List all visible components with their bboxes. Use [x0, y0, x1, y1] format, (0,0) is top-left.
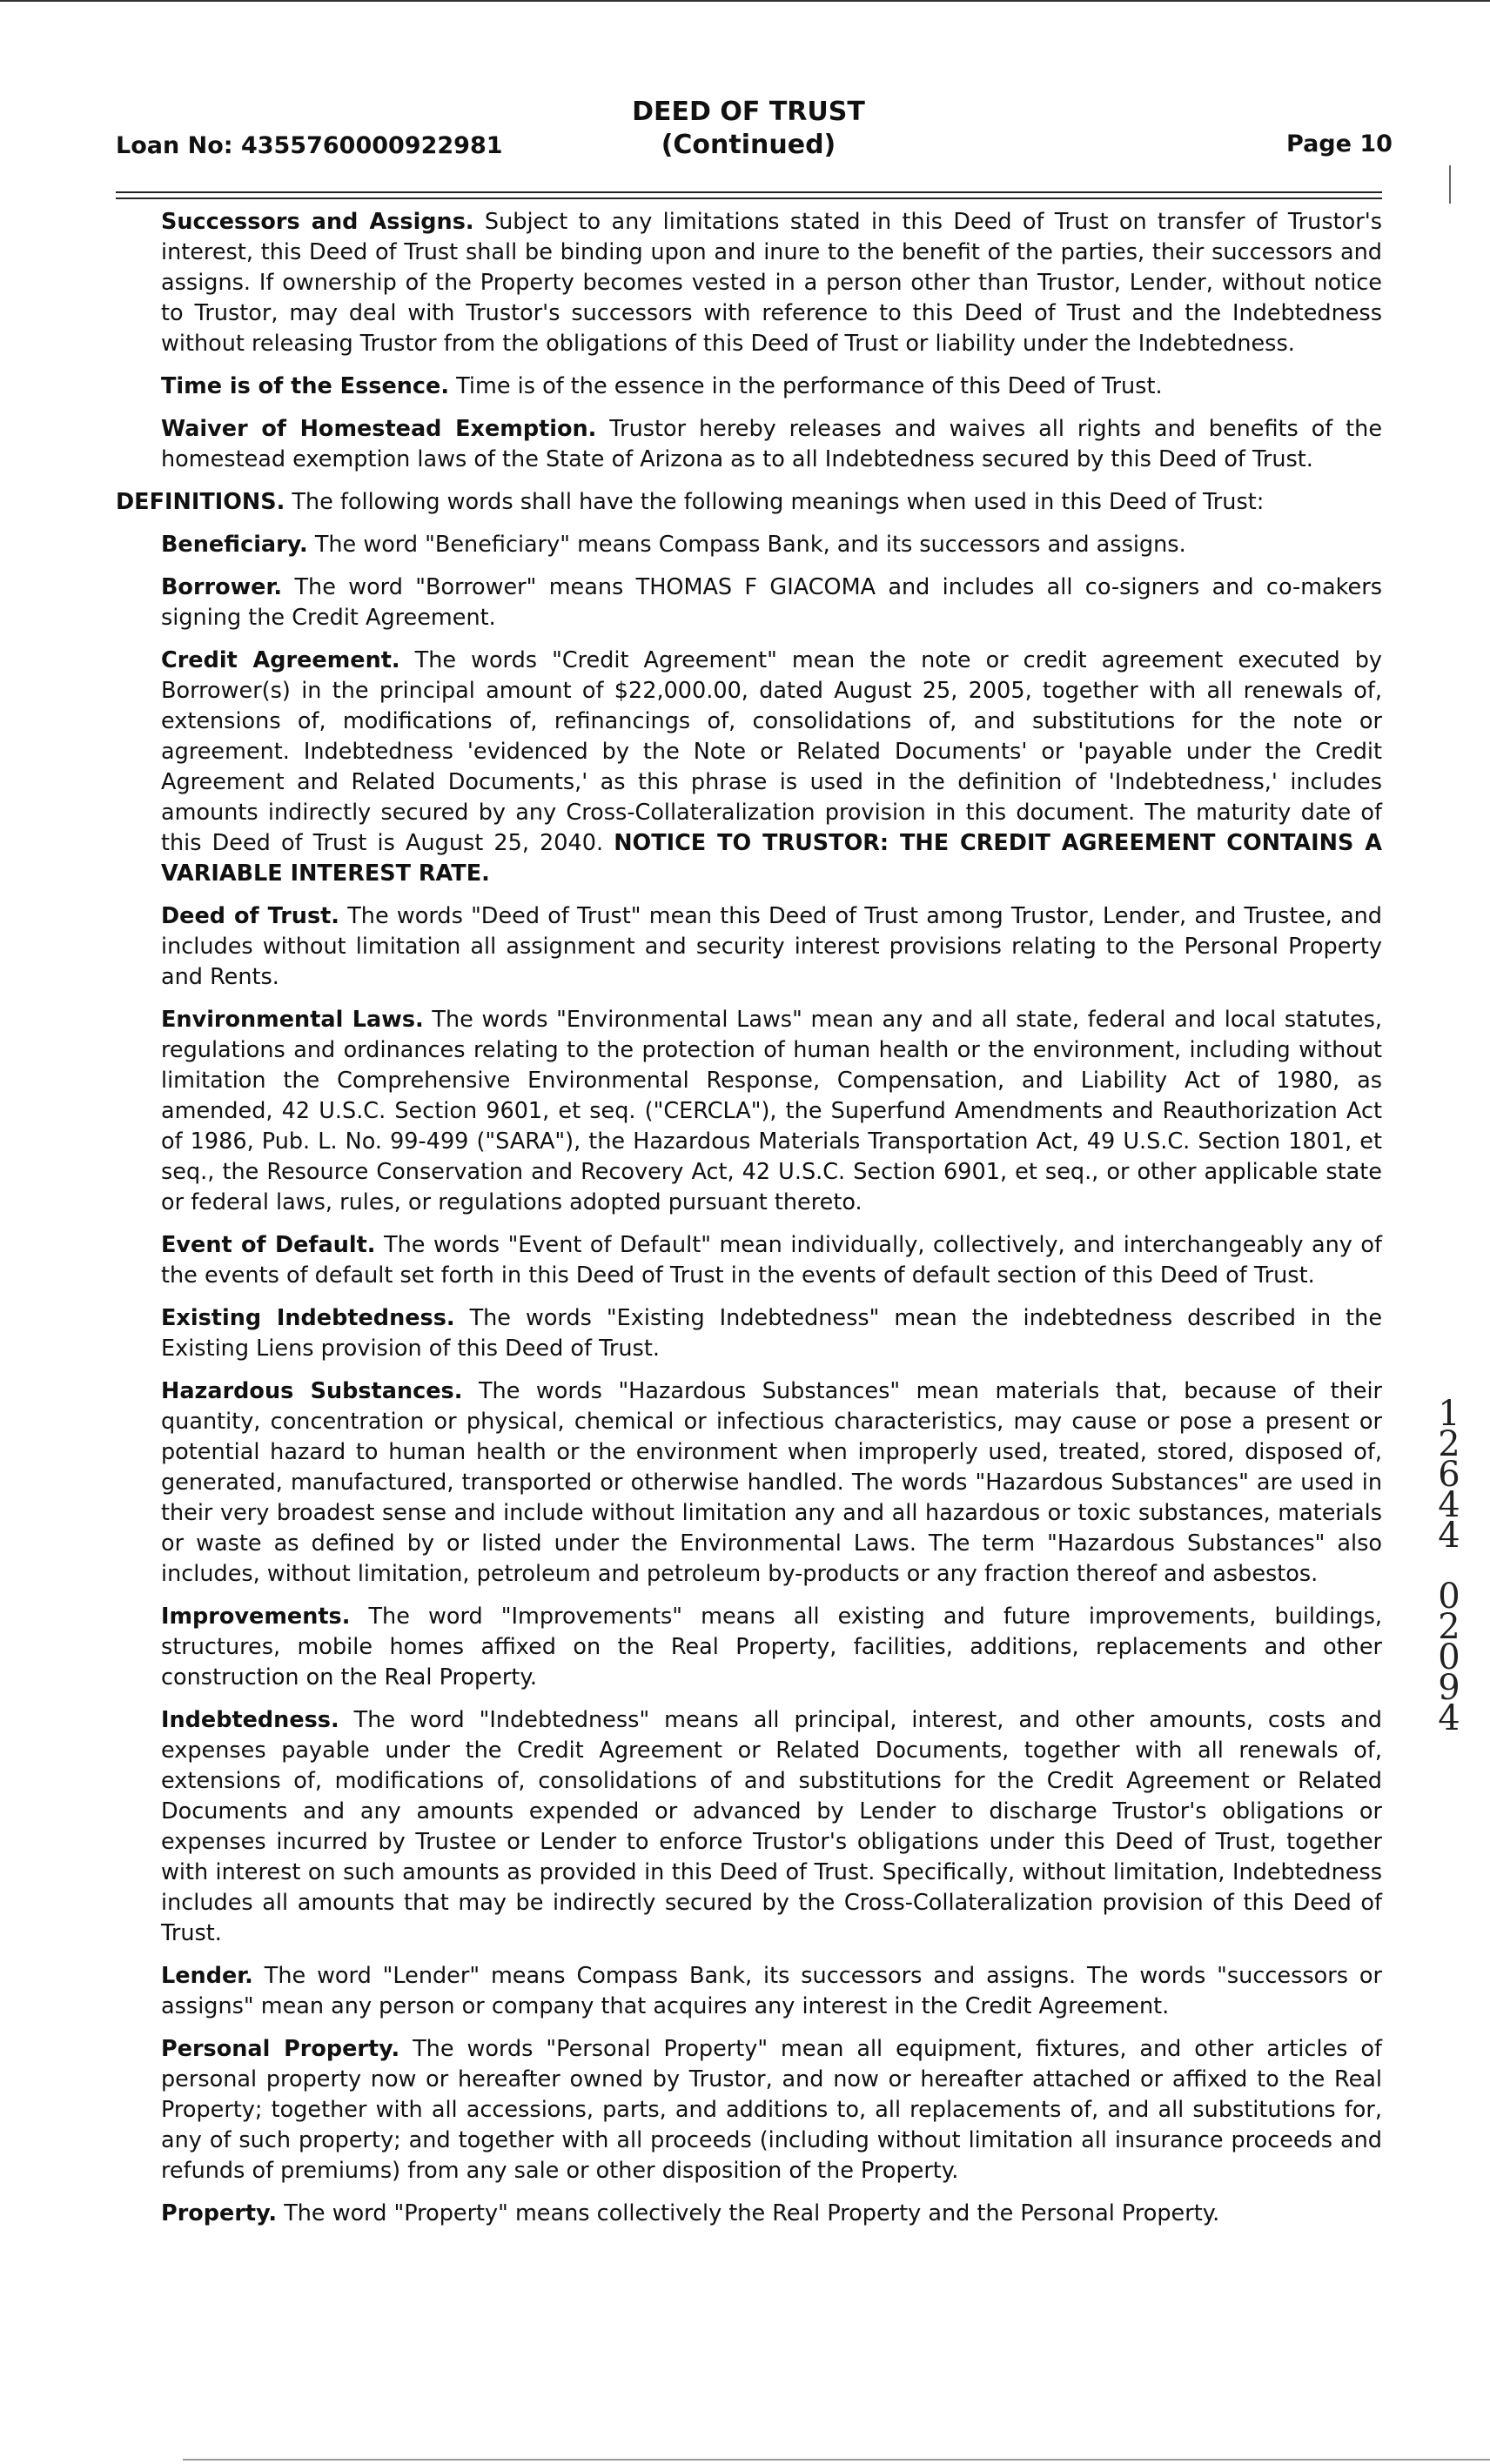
recording-stamp-char: 9 [1438, 1668, 1460, 1708]
section-text: Time is of the essence in the performance of this Deed of Trust. [456, 373, 1163, 399]
variable-rate-notice: NOTICE TO TRUSTOR: THE CREDIT AGREEMENT CONTAINS A VARIABLE INTEREST RATE. [161, 830, 1382, 887]
header-rule-top [116, 191, 1382, 193]
recording-stamp-char: 4 [1438, 1698, 1460, 1738]
definition-borrower [161, 572, 1382, 633]
definition-text: The word "Beneficiary" means Compass Bank, and its successors and assigns. [314, 532, 1186, 558]
definition-text: The words "Event of Default" mean individually, collectively, and interchangeably any of the events of default set forth in this Deed of Trust in the events of default section of this Deed of Trust. [161, 1232, 1382, 1289]
definition-environmental-laws [161, 1005, 1382, 1218]
recording-stamp-char: 6 [1438, 1455, 1460, 1495]
definition-credit-agreement [161, 646, 1382, 889]
document-title-block [609, 96, 888, 162]
definition-text: The word "Indebtedness" means all principal, interest, and other amounts, costs and expenses payable under the Credit Agreement or Related Documents, together with all renewals of, extensions of, modifications of, consolidations of and substitutions for the Credit Agreement or Related Documents and any amounts expended or advanced by Lender to discharge Trustor's obligations or expenses incurred by Trustee or Lender to enforce Trustor's obligations under this Deed of Trust, together with interest on such amounts as provided in this Deed of Trust. Specifically, without limitation, Indebtedness includes all amounts that may be indirectly secured by the Cross-Collateralization provision of this Deed of Trust. [161, 1707, 1382, 1946]
recording-stamp-char: 4 [1438, 1516, 1460, 1556]
definition-term: Borrower. [161, 574, 283, 600]
definition-text: The word "Improvements" means all existing and future improvements, buildings, structures, mobile homes affixed on the Real Property, facilities, additions, replacements and other construction on the Real Property. [161, 1604, 1382, 1691]
definition-personal-property [161, 2034, 1382, 2186]
section-time-essence [161, 372, 1382, 402]
definition-text: The word "Borrower" means THOMAS F GIACOMA and includes all co-signers and co-makers signing the Credit Agreement. [161, 574, 1382, 631]
section-term: Time is of the Essence. [161, 373, 450, 399]
definition-deed-of-trust [161, 901, 1382, 993]
recording-stamp [1427, 1394, 1471, 1738]
definition-term: Hazardous Substances. [161, 1378, 463, 1404]
definition-term: Credit Agreement. [161, 647, 400, 673]
loan-number: Loan No: 4355760000922981 [116, 132, 503, 159]
recording-stamp-char: 0 [1438, 1577, 1460, 1617]
definition-hazardous-substances [161, 1376, 1382, 1590]
definition-term: Event of Default. [161, 1232, 376, 1258]
definition-text: The words "Credit Agreement" mean the note or credit agreement executed by Borrower(s) in the principal amount of $22,000.00, dated August 25, 2005, together with all renewals of, extensions of, modifications of, refinancings of, consolidations of, and substitutions for the note or agreement. Indebtedness 'evidenced by the Note or Related Documents' or 'payable under the Credit Agreement and Related Documents,' as this phrase is used in the definition of 'Indebtedness,' includes amounts indirectly secured by any Cross-Collateralization provision in this document. The maturity date of this Deed of Trust is August 25, 2040. [161, 647, 1383, 856]
definition-property [161, 2199, 1382, 2229]
definition-lender [161, 1961, 1382, 2022]
section-homestead-waiver [161, 414, 1382, 475]
definition-term: Deed of Trust. [161, 903, 339, 929]
document-title: DEED OF TRUST [632, 97, 865, 127]
definition-event-of-default [161, 1230, 1382, 1291]
definition-term: Improvements. [161, 1604, 351, 1630]
definition-term: Indebtedness. [161, 1707, 339, 1733]
definition-beneficiary [161, 530, 1382, 560]
definition-text: The word "Property" means collectively the Real Property and the Personal Property. [284, 2200, 1220, 2226]
section-successors-and-assigns [161, 207, 1382, 359]
definition-term: Property. [161, 2200, 278, 2226]
definition-term: Personal Property. [161, 2036, 400, 2062]
section-term: DEFINITIONS. [116, 489, 285, 515]
section-text: Subject to any limitations stated in this Deed of Trust on transfer of Trustor's interest, this Deed of Trust shall be binding upon and inure to the benefit of the parties, their successors and assigns. If ownership of the Property becomes vested in a person other than Trustor, Lender, without notice to Trustor, may deal with Trustor's successors with reference to this Deed of Trust and the Indebtedness without releasing Trustor from the obligations of this Deed of Trust or liability under the Indebtedness. [161, 209, 1382, 357]
definition-existing-indebtedness [161, 1303, 1382, 1364]
recording-stamp-char: 2 [1438, 1424, 1460, 1464]
margin-tick [1449, 165, 1451, 204]
definition-term: Beneficiary. [161, 532, 308, 558]
definition-text: The words "Hazardous Substances" mean materials that, because of their quantity, concentration or physical, chemical or infectious characteristics, may cause or pose a present or potential hazard to human health or the environment when improperly used, treated, stored, disposed of, generated, manufactured, transported or otherwise handled. The words "Hazardous Substances" are used in their very broadest sense and include without limitation any and all hazardous or toxic substances, materials or waste as defined by or listed under the Environmental Laws. The term "Hazardous Substances" also includes, without limitation, petroleum and petroleum by-products or any fraction thereof and asbestos. [161, 1378, 1383, 1587]
recording-stamp-char: 1 [1438, 1394, 1460, 1434]
section-definitions [116, 487, 1382, 518]
recording-stamp-char: 4 [1438, 1485, 1460, 1525]
header-rule-bottom [116, 198, 1382, 199]
definition-term: Lender. [161, 1963, 253, 1989]
definition-text: The word "Lender" means Compass Bank, its successors and assigns. The words "successors or assigns" mean any person or company that acquires any interest in the Credit Agreement. [161, 1963, 1382, 2019]
top-border [0, 0, 1490, 2]
page-number: Page 10 [1286, 131, 1393, 157]
definition-text: The words "Personal Property" mean all equipment, fixtures, and other articles of personal property now or hereafter owned by Trustor, and now or hereafter attached or affixed to the Real Property; together with all accessions, parts, and additions to, all replacements of, and all substitutions for, any of such property; and together with all proceeds (including without limitation all insurance proceeds and refunds of premiums) from any sale or other disposition of the Property. [161, 2036, 1382, 2184]
recording-stamp-char: 0 [1438, 1637, 1460, 1677]
section-term: Waiver of Homestead Exemption. [161, 416, 597, 442]
document-subtitle: (Continued) [661, 130, 836, 160]
section-term: Successors and Assigns. [161, 209, 474, 235]
definition-term: Existing Indebtedness. [161, 1305, 455, 1331]
bottom-border [183, 2459, 1490, 2461]
definition-text: The words "Deed of Trust" mean this Deed of Trust among Trustor, Lender, and Trustee, and includes without limitation all assignment and security interest provisions relating to the Personal Property and Rents. [161, 903, 1382, 990]
definition-improvements [161, 1602, 1382, 1693]
definition-term: Environmental Laws. [161, 1007, 424, 1033]
definition-indebtedness [161, 1705, 1382, 1949]
section-text: Trustor hereby releases and waives all rights and benefits of the homestead exemption laws of the State of Arizona as to all Indebtedness secured by this Deed of Trust. [161, 416, 1383, 472]
document-body [116, 207, 1382, 2241]
recording-stamp-char: 2 [1438, 1607, 1460, 1647]
definition-text: The words "Environmental Laws" mean any and all state, federal and local statutes, regulations and ordinances relating to the protection of human health or the environment, including without limitation the Comprehensive Environmental Response, Compensation, and Liability Act of 1980, as amended, 42 U.S.C. Section 9601, et seq. ("CERCLA"), the Superfund Amendments and Reauthorization Act of 1986, Pub. L. No. 99-499 ("SARA"), the Hazardous Materials Transportation Act, 49 U.S.C. Section 1801, et seq., the Resource Conservation and Recovery Act, 42 U.S.C. Section 6901, et seq., or other applicable state or federal laws, rules, or regulations adopted pursuant thereto. [161, 1007, 1382, 1215]
section-text: The following words shall have the following meanings when used in this Deed of Trust: [292, 489, 1265, 515]
definition-text: The words "Existing Indebtedness" mean the indebtedness described in the Existing Liens provision of this Deed of Trust. [161, 1305, 1383, 1362]
